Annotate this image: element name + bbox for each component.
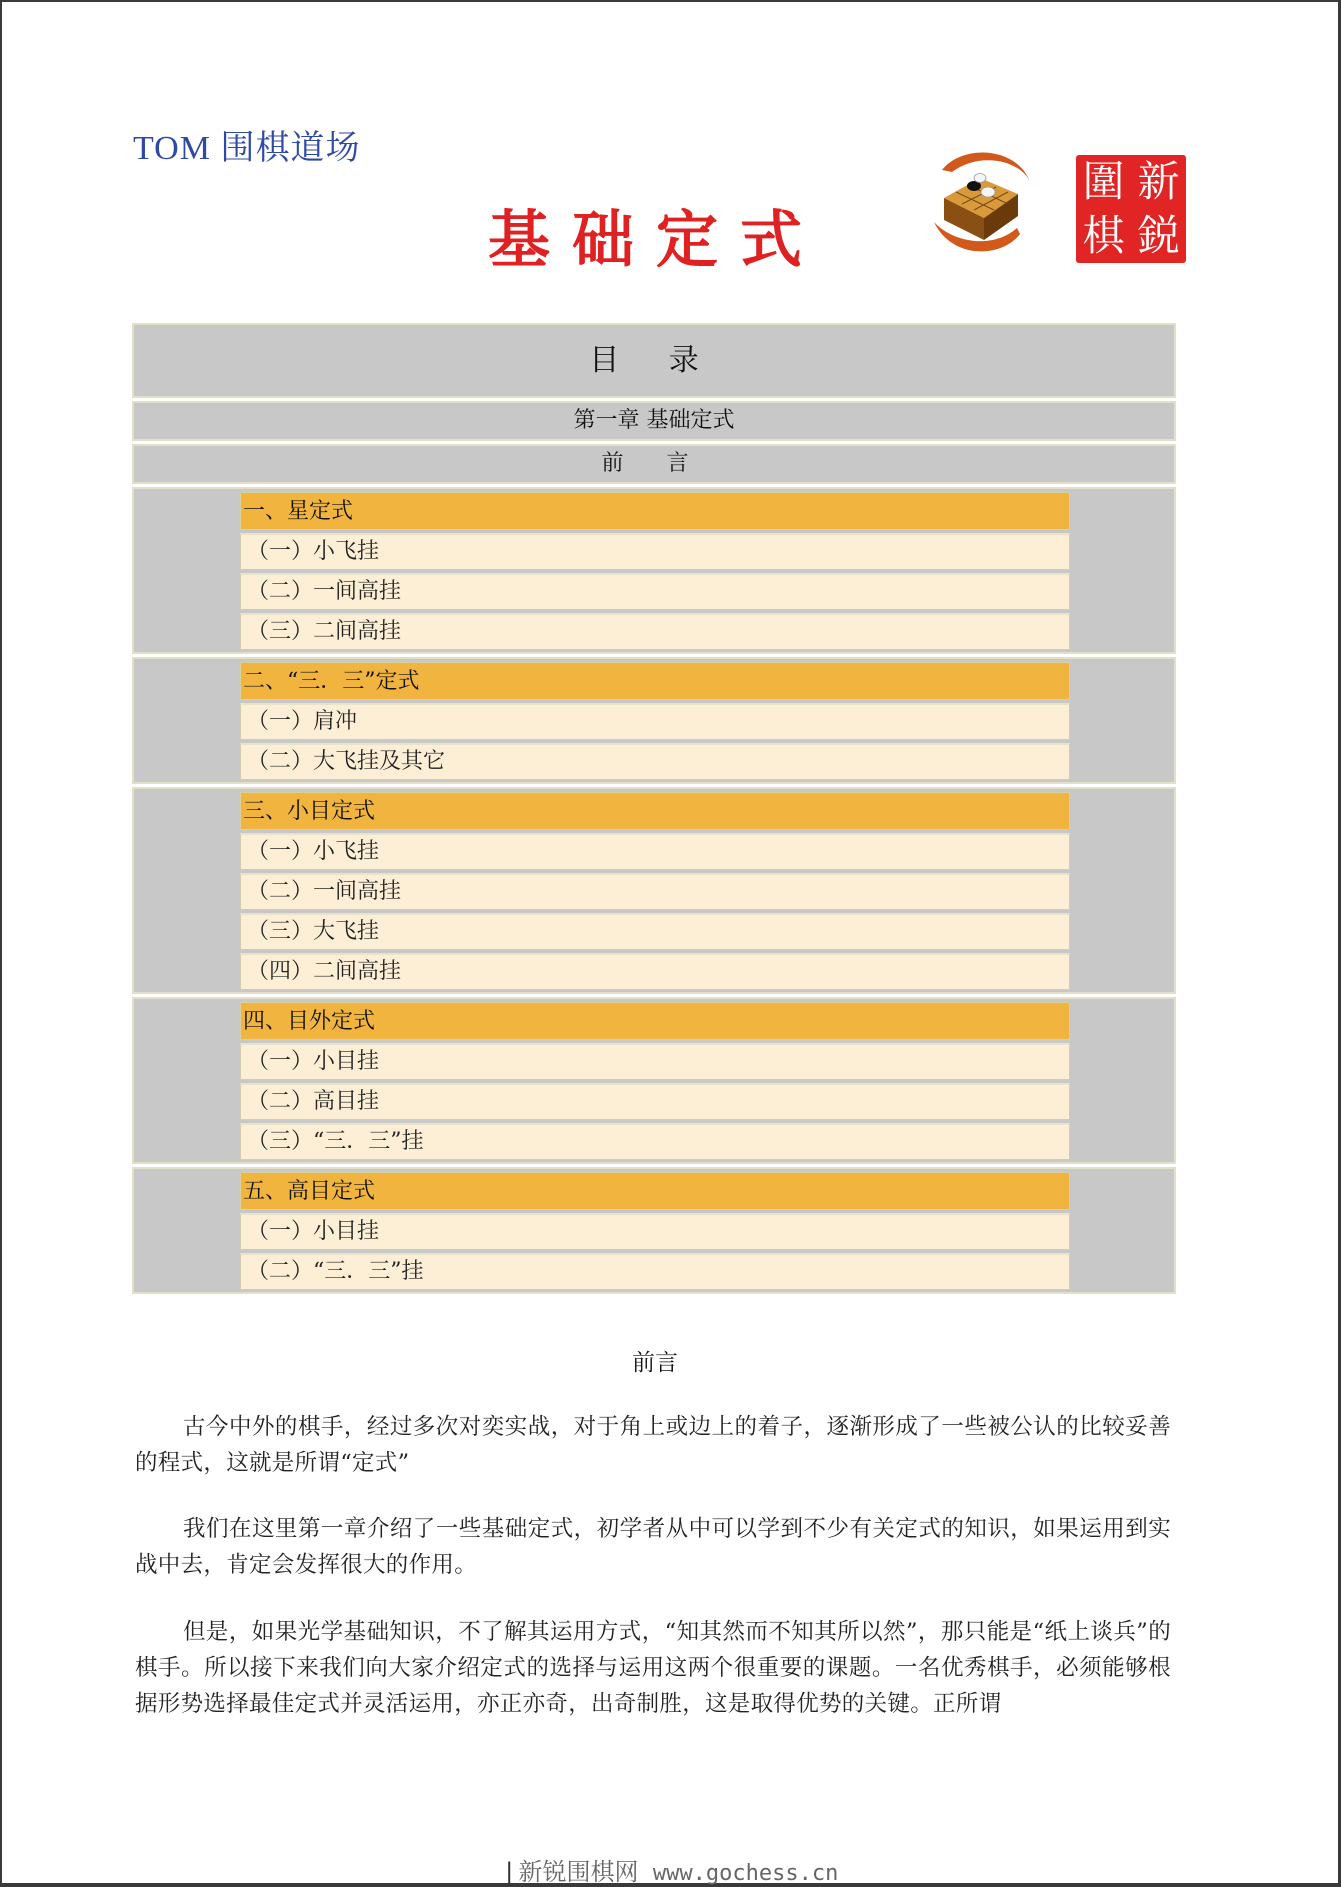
footer-domain: www.gochess.cn <box>652 1861 839 1886</box>
toc-item[interactable]: （二）高目挂 <box>240 1083 1070 1120</box>
toc-item[interactable]: （三）二间高挂 <box>240 613 1070 650</box>
toc-item[interactable]: （一）小飞挂 <box>240 833 1070 870</box>
preface-paragraph: 我们在这里第一章介绍了一些基础定式，初学者从中可以学到不少有关定式的知识，如果运用到实战中去，肯定会发挥很大的作用。 <box>135 1516 1171 1578</box>
document-title: 基础定式 <box>488 203 825 276</box>
text-cursor: | <box>502 1858 517 1886</box>
toc-item[interactable]: （一）小飞挂 <box>240 533 1070 570</box>
seal-char: 棋 <box>1082 211 1125 260</box>
toc-section-title[interactable]: 二、“三．三”定式 <box>240 662 1070 700</box>
toc-section-star <box>132 487 1176 654</box>
toc-item[interactable]: （二）一间高挂 <box>240 873 1070 910</box>
toc-item[interactable]: （二）一间高挂 <box>240 573 1070 610</box>
toc-section-mokuhazushi <box>132 997 1176 1164</box>
seal-char: 圍 <box>1082 157 1125 206</box>
preface-title: 前言 <box>632 1350 678 1376</box>
toc-section-title[interactable]: 四、目外定式 <box>240 1002 1070 1040</box>
toc-item[interactable]: （三）大飞挂 <box>240 913 1070 950</box>
toc-heading: 目 录 <box>132 323 1176 398</box>
footer-site-name: 新锐围棋网 <box>518 1858 639 1886</box>
document-page <box>2 2 1338 1886</box>
toc-section-title[interactable]: 一、星定式 <box>240 492 1070 530</box>
go-board-logo-icon <box>922 142 1040 260</box>
toc-item[interactable]: （四）二间高挂 <box>240 953 1070 990</box>
toc-chapter-link[interactable]: 第一章 基础定式 <box>132 401 1176 441</box>
xinrui-seal-logo <box>1076 155 1186 263</box>
toc-preface-link[interactable]: 前 言 <box>132 444 1176 484</box>
toc-item[interactable]: （一）小目挂 <box>240 1213 1070 1250</box>
toc-section-33 <box>132 657 1176 784</box>
site-name: TOM 围棋道场 <box>133 130 361 167</box>
table-of-contents <box>132 323 1176 1297</box>
preface-paragraph: 但是，如果光学基础知识，不了解其运用方式，“知其然而不知其所以然”，那只能是“纸上谈兵”的棋手。所以接下来我们向大家介绍定式的选择与运用这两个很重要的课题。一名优秀棋手，必须能够根据形势选择最佳定式并灵活运用，亦正亦奇，出奇制胜，这是取得优势的关键。正所谓 <box>135 1619 1171 1717</box>
toc-item[interactable]: （一）小目挂 <box>240 1043 1070 1080</box>
toc-item[interactable]: （二）大飞挂及其它 <box>240 743 1070 780</box>
toc-section-title[interactable]: 五、高目定式 <box>240 1172 1070 1210</box>
toc-section-komoku <box>132 787 1176 994</box>
preface-paragraph: 古今中外的棋手，经过多次对奕实战，对于角上或边上的着子，逐渐形成了一些被公认的比较妥善的程式，这就是所谓“定式” <box>135 1414 1171 1476</box>
seal-char: 鋭 <box>1137 211 1180 260</box>
toc-item[interactable]: （三）“三．三”挂 <box>240 1123 1070 1160</box>
page-footer <box>502 1852 838 1887</box>
toc-item[interactable]: （一）肩冲 <box>240 703 1070 740</box>
toc-section-takamoku <box>132 1167 1176 1294</box>
toc-item[interactable]: （二）“三．三”挂 <box>240 1253 1070 1290</box>
toc-section-title[interactable]: 三、小目定式 <box>240 792 1070 830</box>
seal-char: 新 <box>1137 157 1180 206</box>
